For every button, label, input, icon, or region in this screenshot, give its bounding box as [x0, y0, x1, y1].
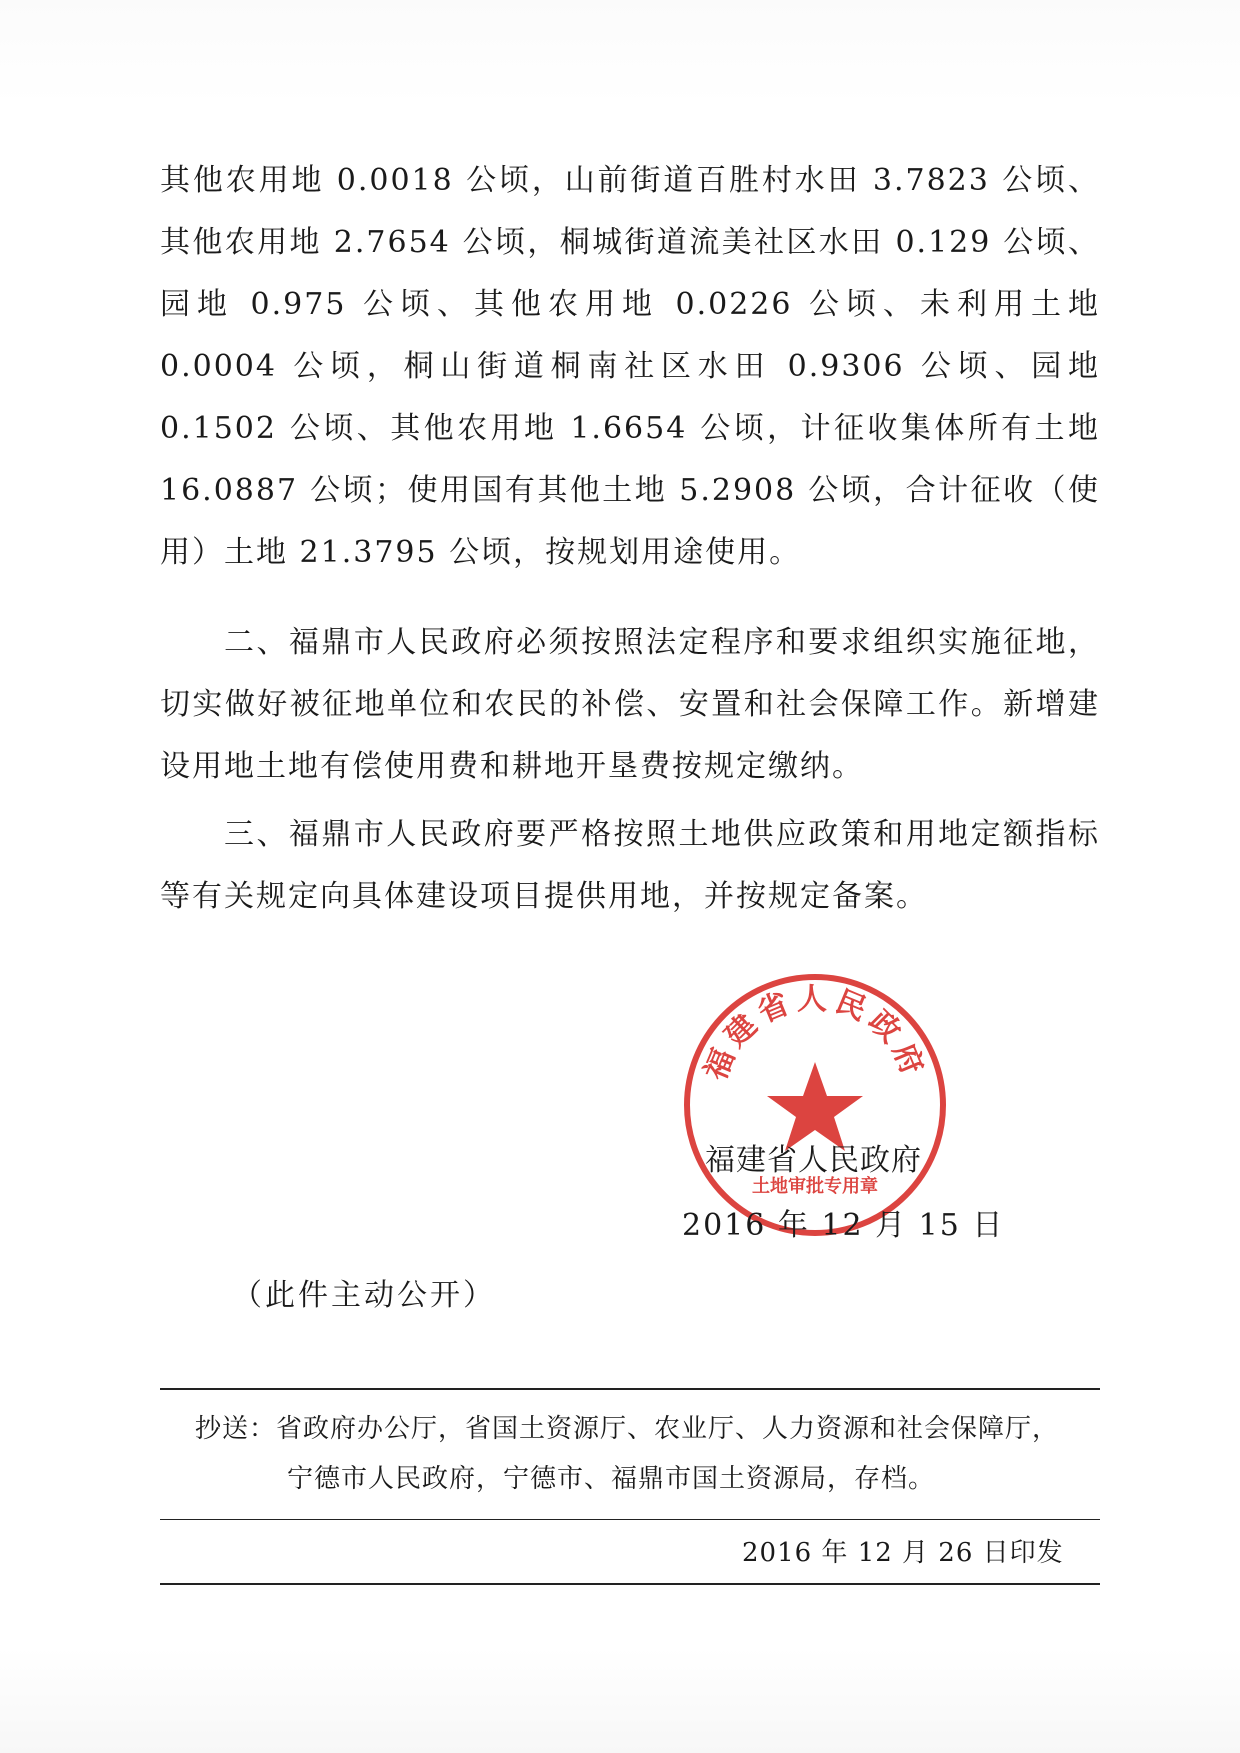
body-paragraph-land-areas: 其他农用地 0.0018 公顷，山前街道百胜村水田 3.7823 公顷、其他农用地 2.7654 公顷，桐城街道流美社区水田 0.129 公顷、园地 0.975 公顷、其他农用地 0.0226 公顷、未利用土地 0.0004 公顷，桐山街道桐南社区水田 0.9306 公顷、园地 0.1502 公顷、其他农用地 1.6654 公顷，计征收集体所有土地 16.0887 公顷；使用国有其他土地 5.2908 公顷，合计征收（使用）土地 21.3795 公顷，按规划用途使用。: [160, 163, 1100, 570]
issue-date: 2016 年 12 月 15 日: [682, 1208, 1005, 1243]
public-disclosure-note: （此件主动公开）: [232, 1278, 496, 1313]
issuer-signature: 福建省人民政府: [705, 1143, 922, 1178]
body-paragraph-item-two: 二、福鼎市人民政府必须按照法定程序和要求组织实施征地，切实做好被征地单位和农民的补偿、安置和社会保障工作。新增建设用地土地有偿使用费和耕地开垦费按规定缴纳。: [160, 625, 1100, 784]
footer-divider-top: [160, 1388, 1100, 1390]
cc-line-2: 宁德市人民政府，宁德市、福鼎市国土资源局，存档。: [287, 1464, 936, 1494]
footer-divider-bottom: [160, 1583, 1100, 1585]
seal-bottom-text: 土地审批专用章: [752, 1176, 878, 1197]
footer-divider-middle: [160, 1519, 1100, 1520]
cc-line-1: 抄送：省政府办公厅，省国土资源厅、农业厅、人力资源和社会保障厅，: [195, 1414, 1060, 1444]
seal-outer-text: 福建省人民政府: [698, 981, 932, 1086]
cc-distribution-list: [195, 1404, 1100, 1504]
body-paragraph-item-three: 三、福鼎市人民政府要严格按照土地供应政策和用地定额指标等有关规定向具体建设项目提供用地，并按规定备案。: [160, 817, 1100, 914]
print-date: 2016 年 12 月 26 日印发: [742, 1538, 1064, 1568]
